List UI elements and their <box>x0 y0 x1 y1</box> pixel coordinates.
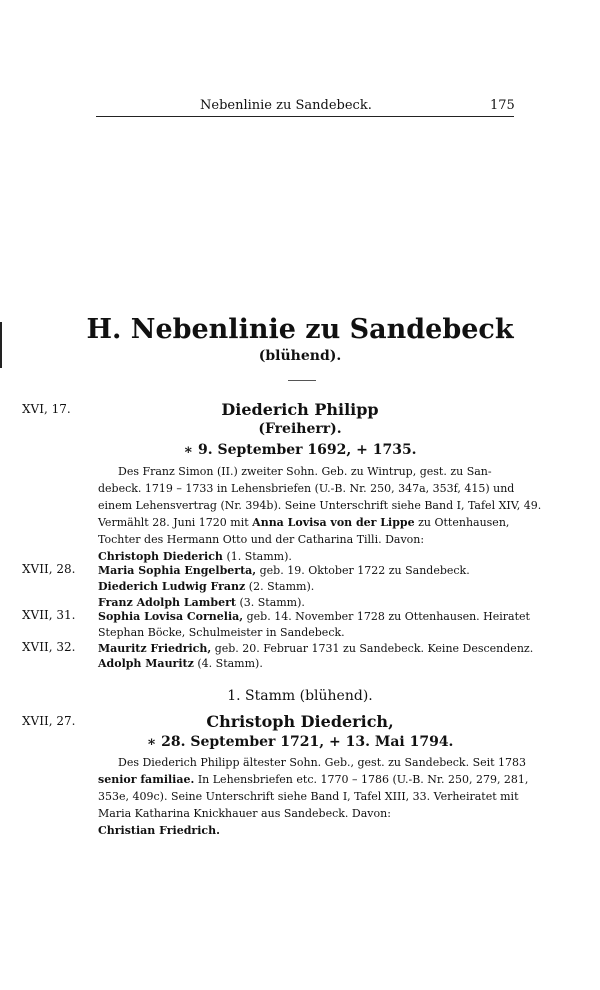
entry-text-line: einem Lehensvertrag (Nr. 394b). Seine Unterschrift siehe Band I, Tafel XIV, 49. <box>98 499 542 512</box>
running-head: Nebenlinie zu Sandebeck. <box>200 98 372 113</box>
section-title: H. Nebenlinie zu Sandebeck <box>86 314 514 345</box>
child-line: Stephan Böcke, Schulmeister in Sandebeck. <box>98 626 345 639</box>
child-ref: XVII, 28. <box>22 562 76 576</box>
child-name: Diederich Ludwig Franz <box>98 580 246 593</box>
entry-text-line: debeck. 1719 – 1733 in Lehensbriefen (U.-B. Nr. 250, 347a, 353f, 415) und <box>98 482 515 495</box>
child-text: (3. Stamm). <box>239 596 305 609</box>
entry-text-line: Des Franz Simon (II.) zweiter Sohn. Geb. zu Wintrup, gest. zu San- <box>118 465 492 478</box>
child-line <box>98 608 530 625</box>
entry-title: (Freiherr). <box>258 421 342 437</box>
child-text: (4. Stamm). <box>197 657 263 670</box>
entry-ref: XVI, 17. <box>22 402 71 416</box>
child-name: Adolph Mauritz <box>98 657 194 670</box>
stem-text-line: 353e, 409c). Seine Unterschrift siehe Band I, Tafel XIII, 33. Verheiratet mit <box>98 790 519 803</box>
stem-text-line: Des Diederich Philipp ältester Sohn. Geb., gest. zu Sandebeck. Seit 1783 <box>118 756 527 769</box>
child-text: geb. 19. Oktober 1722 zu Sandebeck. <box>259 564 470 577</box>
stem-text: In Lehensbriefen etc. 1770 – 1786 (U.-B. Nr. 250, 279, 281, <box>197 773 529 786</box>
page-number: 175 <box>490 98 515 113</box>
child-line <box>98 562 470 579</box>
child-text: (2. Stamm). <box>248 580 315 593</box>
stem-name: Christoph Diederich, <box>206 712 394 731</box>
child-ref: XVII, 31. <box>22 608 76 622</box>
stem-dates: ∗ 28. September 1721, + 13. Mai 1794. <box>146 734 454 750</box>
stem-text-line: Maria Katharina Knickhauer aus Sandebeck. Davon: <box>98 807 391 820</box>
child-text: (1. Stamm). <box>226 550 292 563</box>
stem-heading: 1. Stamm (blühend). <box>227 688 373 704</box>
section-subtitle: (blühend). <box>258 348 342 364</box>
senior-familiae: senior familiae. <box>98 773 195 786</box>
ornament-rule <box>288 380 316 381</box>
child-name: Mauritz Friedrich, <box>98 642 212 655</box>
entry-text-line <box>98 514 509 531</box>
child-text: geb. 14. November 1728 zu Ottenhausen. Heiratet <box>246 610 530 623</box>
child-name: Christoph Diederich <box>98 550 223 563</box>
stem-child-name: Christian Friedrich. <box>98 824 220 837</box>
child-line <box>98 655 263 672</box>
child-line <box>98 578 314 595</box>
spouse-name: Anna Lovisa von der Lippe <box>252 516 415 529</box>
child-name: Maria Sophia Engelberta, <box>98 564 257 577</box>
marriage-text: Vermählt 28. Juni 1720 mit <box>98 516 249 529</box>
entry-name: Diederich Philipp <box>221 400 379 419</box>
stem-ref: XVII, 27. <box>22 714 76 728</box>
child-ref: XVII, 32. <box>22 640 76 654</box>
entry-dates: ∗ 9. September 1692, + 1735. <box>183 442 417 458</box>
marriage-place: zu Ottenhausen, <box>418 516 510 529</box>
child-name: Franz Adolph Lambert <box>98 596 236 609</box>
header-rule <box>96 116 514 117</box>
child-text: geb. 20. Februar 1731 zu Sandebeck. Keine Descendenz. <box>214 642 534 655</box>
child-name: Sophia Lovisa Cornelia, <box>98 610 244 623</box>
entry-text-line: Tochter des Hermann Otto und der Catharina Tilli. Davon: <box>98 533 425 546</box>
stem-text-line <box>98 771 528 788</box>
